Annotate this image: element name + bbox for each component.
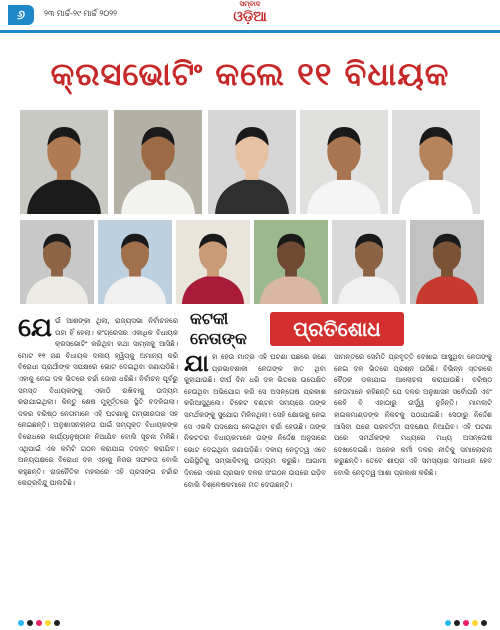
story-kicker-line1: କଟକୀ [190,309,229,328]
portrait-legislator-3 [208,110,296,214]
issue-date: ୨୩ ମାର୍ଚ୍ଚ-୨୯ ମାର୍ଚ୍ଚ ୨୦୨୨ [44,9,118,18]
portrait-legislator-9 [254,220,328,304]
portrait-legislator-1 [20,110,108,214]
color-dot [472,620,478,626]
portrait-image [254,220,328,304]
headline: କ୍ରସଭୋଟିଂ କଲେ ୧୧ ବିଧାୟକ [50,55,450,93]
article-left-column [18,316,178,616]
color-dot [445,620,451,626]
article-left-text: ଉଁ ଆଶଙ୍କା ଥିଲା, ରାଜ୍ୟସଭା ନିର୍ବାଚନରେ ତାହା ହିଁ ହେଲା। କଂଗ୍ରେସର ଏକାଧିକ ବିଧାୟକ କ୍ରସଭୋଟିଂ କରିଥିବା କଥା ସାମ୍ନାକୁ ଆସିଛି। ମୋଟ ୧୧ ଜଣ ବିଧାୟକ ଦଳୀୟ ହ୍ୱିପ୍‌କୁ ଅମାନ୍ୟ କରି ବିରୋଧୀ ପ୍ରାର୍ଥୀଙ୍କ ସପକ୍ଷରେ ଭୋଟ ଦେଇଥିବା ଜଣାପଡ଼ିଛି। ଏହାକୁ ନେଇ ଦଳ ଭିତରେ ଚର୍ଚ୍ଚା ଜୋର ଧରିଛି। ନିର୍ବାଚନ ପୂର୍ବରୁ ସମସ୍ତ ବିଧାୟକଙ୍କୁ ଏକାଠି ରଖିବାକୁ ଉଦ୍ୟମ କରାଯାଇଥିଲା। କିନ୍ତୁ ଶେଷ ମୁହୂର୍ତ୍ତରେ ସ୍ଥିତି ବଦଳିଗଲା। ଦଳର ବରିଷ୍ଠ ନେତାମାନେ ଏହି ଘଟଣାକୁ ଗମ୍ଭୀରତାର ସହ ନେଇଛନ୍ତି। ଅନୁଶାସନହୀନତା ପାଇଁ ସମ୍ପୃକ୍ତ ବିଧାୟକଙ୍କ ବିରୋଧରେ କାର୍ଯ୍ୟାନୁଷ୍ଠାନ ନିଆଯିବ ବୋଲି ସୂଚନା ମିଳିଛି। ଏଥିପାଇଁ ଏକ କମିଟି ଗଠନ କରାଯାଇ ତଦନ୍ତ କରାଯିବ। ଅନ୍ୟପକ୍ଷରେ ବିରୋଧୀ ଦଳ ଏହାକୁ ନିଜର ସଫଳତା ବୋଲି କହୁଛନ୍ତି। ରାଜନୈତିକ ମହଲରେ ଏହି ପ୍ରସଙ୍ଗ ଚର୍ଚ୍ଚାର କେନ୍ଦ୍ରବିନ୍ଦୁ ପାଲଟିଛି। [18,317,178,488]
portrait-legislator-4 [300,110,388,214]
color-dot [54,620,60,626]
drop-cap: ଯା [184,352,209,377]
footer-color-dots-left [18,620,60,628]
page-number: ୬ [8,5,34,25]
portrait-legislator-7 [98,220,172,304]
color-dot [454,620,460,626]
portrait-image [300,110,388,214]
portrait-legislator-6 [20,220,94,304]
portrait-legislator-8 [176,220,250,304]
logo-small-text: ସମ୍ବାଦ [239,0,261,8]
color-dot [18,620,24,626]
portrait-image [20,220,94,304]
footer-color-dots-right [445,620,487,628]
color-dot [481,620,487,626]
portrait-image [392,110,480,214]
article-middle-column [184,352,326,616]
logo-main-text: ଓଡ଼ିଆ [233,9,267,25]
color-dot [36,620,42,626]
portrait-image [208,110,296,214]
portrait-image [114,110,202,214]
portrait-image [20,110,108,214]
portrait-image [98,220,172,304]
header-divider [0,30,500,33]
portrait-legislator-11 [410,220,484,304]
masthead [0,0,500,28]
color-dot [45,620,51,626]
color-dot [463,620,469,626]
article-middle-text: ହା ହେଉ ମାତ୍ର ଏହି ଘଟଣା ପଛରେ ଜଣେ ପ୍ରଭାବଶାଳୀ ନେତାଙ୍କ ହାତ ଥିବା କୁହାଯାଉଛି। ଦୀର୍ଘ ଦିନ ଧରି ଦଳ ଭିତରେ ଉପେକ୍ଷିତ ହେଉଥିବା ଅଭିଯୋଗ କରି ସେ ଅସନ୍ତୋଷ ପ୍ରକାଶ କରିଆସୁଥିଲେ। ଟିକେଟ ବଣ୍ଟନ ସମୟରେ ତାଙ୍କ ସମର୍ଥକଙ୍କୁ ସୁଯୋଗ ମିଳିନଥିଲା। ସେହି କ୍ଷୋଭକୁ ନେଇ ସେ ଏଭଳି ପଦକ୍ଷେପ ନେଇଥିବା ଚର୍ଚ୍ଚା ହେଉଛି। ତାଙ୍କ ନିକଟତର ବିଧାୟକମାନେ ତାଙ୍କ ନିର୍ଦ୍ଦେଶ ଅନୁସାରେ ଭୋଟ ଦେଇଥିବା ଜଣାପଡ଼ିଛି। ଦଳୀୟ ନେତୃତ୍ୱ ଏବେ ପରିସ୍ଥିତିକୁ ସମ୍ଭାଳିବାକୁ ଉଦ୍ୟମ କରୁଛି। ଆଗାମୀ ଦିନରେ ଏହାର ପ୍ରଭାବ ଦଳର ସଂଗଠନ ଉପରେ ପଡ଼ିବ ବୋଲି ବିଶ୍ଳେଷକମାନେ ମତ ଦେଉଛନ୍ତି। [184,353,326,489]
portrait-legislator-5 [392,110,480,214]
portrait-image [332,220,406,304]
portrait-image [410,220,484,304]
color-dot [27,620,33,626]
newspaper-logo [210,0,290,28]
drop-cap: ଯେ [18,316,53,343]
article-right-column [334,352,492,616]
story-title-badge: ପ୍ରତିଶୋଧ [270,312,404,346]
portrait-legislator-2 [114,110,202,214]
article-right-text: ସାମନ୍ତରେ ସେମିତି ପ୍ରବୃତ୍ତି ଦେଖାଇ ଆସୁଥିବା ନେତାଙ୍କୁ ନେଇ ଦଳ ଭିତରେ ପ୍ରଶ୍ନ ଉଠିଛି। ବିଭିନ୍ନ ସ୍ତରରେ ବୈଠକ ଡକାଯାଇ ଆଲୋଚନା କରାଯାଉଛି। ବରିଷ୍ଠ ନେତାମାନେ କହିଛନ୍ତି ଯେ ଦଳର ଅନୁଶାସନ ସର୍ବୋପରି ଏବଂ କେହି ବି ଏହାଠାରୁ ଉର୍ଦ୍ଧ୍ୱ ନୁହଁନ୍ତି। ମାମଲାଟି ହାଇକମାଣ୍ଡଙ୍କ ନିକଟକୁ ପଠାଯାଇଛି। ସେଠାରୁ ନିର୍ଦ୍ଦେଶ ଆସିବା ପରେ ପରବର୍ତ୍ତୀ ପଦକ୍ଷେପ ନିଆଯିବ। ଏହି ଘଟଣା ପରେ ସମର୍ଥକଙ୍କ ମଧ୍ୟରେ ମଧ୍ୟ ଅସନ୍ତୋଷ ଦେଖାଦେଇଛି। ଅନେକ କର୍ମୀ ଦଳର ନୀତିକୁ ସମାଲୋଚନା କରୁଛନ୍ତି। ତେବେ ଶୀଘ୍ର ଏହି ସମସ୍ୟାର ସମାଧାନ ହେବ ବୋଲି ନେତୃତ୍ୱ ଆଶା ପ୍ରକାଶ କରିଛି। [334,353,492,477]
portrait-legislator-10 [332,220,406,304]
story-kicker-line2: ନେତାଙ୍କ [190,329,247,348]
portrait-image [176,220,250,304]
